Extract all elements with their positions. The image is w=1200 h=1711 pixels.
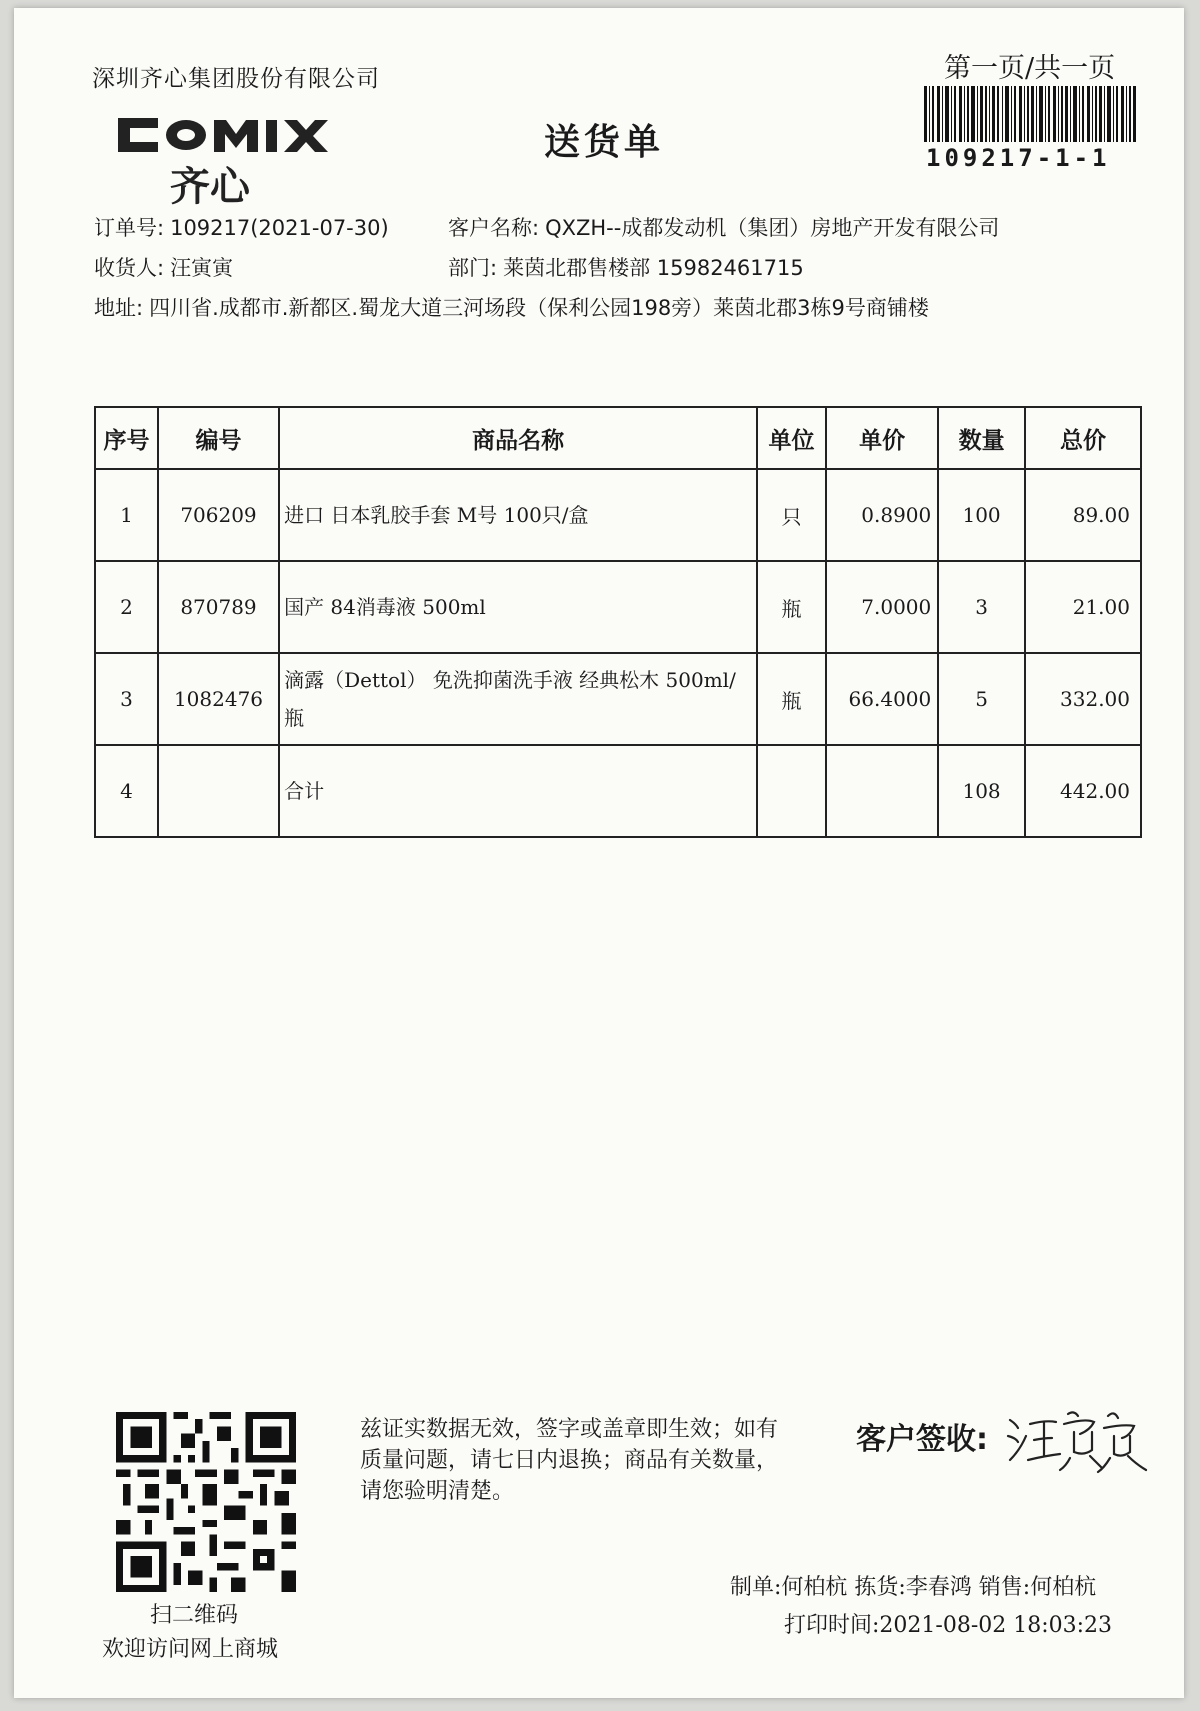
page-indicator: 第一页/共一页 (944, 53, 1116, 84)
cell-total: 21.00 (1025, 561, 1141, 653)
cell-code (158, 745, 279, 837)
header-quantity: 数量 (938, 407, 1025, 469)
barcode-image (924, 86, 1136, 142)
header-code: 编号 (158, 407, 279, 469)
cell-unit-price (826, 745, 938, 837)
cell-quantity: 108 (938, 745, 1025, 837)
barcode-number: 109217-1-1 (926, 144, 1111, 172)
customer-label: 客户名称: (448, 216, 540, 240)
address-field (94, 292, 929, 322)
customer-signature-label: 客户签收: (856, 1422, 988, 1457)
document-title: 送货单 (544, 122, 665, 163)
cell-unit-price: 66.4000 (826, 653, 938, 745)
order-number-value: 109217(2021-07-30) (170, 216, 389, 240)
cell-unit: 只 (757, 469, 826, 561)
qr-code-image[interactable] (116, 1412, 296, 1592)
receiver-field (94, 252, 233, 282)
department-field (448, 252, 804, 282)
cell-quantity: 5 (938, 653, 1025, 745)
cell-unit: 瓶 (757, 653, 826, 745)
cell-code: 706209 (158, 469, 279, 561)
cell-unit (757, 745, 826, 837)
cell-code: 870789 (158, 561, 279, 653)
cell-product-name: 进口 日本乳胶手套 M号 100只/盒 (279, 469, 757, 561)
validity-notice: 兹证实数据无效，签字或盖章即生效；如有质量问题，请七日内退换；商品有关数量，请您验明清楚。 (360, 1417, 779, 1504)
table-row (95, 653, 1141, 745)
header-unit: 单位 (757, 407, 826, 469)
header-product-name: 商品名称 (279, 407, 757, 469)
customer-value: QXZH--成都发动机（集团）房地产开发有限公司 (545, 216, 1000, 240)
department-label: 部门: (448, 256, 498, 280)
customer-signature (1004, 1398, 1154, 1478)
cell-unit-price: 7.0000 (826, 561, 938, 653)
address-value: 四川省.成都市.新都区.蜀龙大道三河场段（保利公园198旁）莱茵北郡3栋9号商铺楼 (149, 296, 929, 320)
header-seq: 序号 (95, 407, 158, 469)
cell-seq: 2 (95, 561, 158, 653)
company-name: 深圳齐心集团股份有限公司 (92, 66, 380, 92)
cell-code: 1082476 (158, 653, 279, 745)
table-row (95, 561, 1141, 653)
cell-total: 442.00 (1025, 745, 1141, 837)
receiver-value: 汪寅寅 (170, 256, 234, 280)
cell-seq: 1 (95, 469, 158, 561)
cell-unit: 瓶 (757, 561, 826, 653)
delivery-note-paper (14, 8, 1184, 1698)
items-table (94, 406, 1142, 838)
qr-caption-welcome: 欢迎访问网上商城 (102, 1637, 279, 1662)
print-time: 打印时间:2021-08-02 18:03:23 (784, 1613, 1113, 1638)
cell-seq: 3 (95, 653, 158, 745)
department-value: 莱茵北郡售楼部 15982461715 (503, 256, 804, 280)
staff-line: 制单:何柏杭 拣货:李春鸿 销售:何柏杭 (730, 1575, 1097, 1600)
comix-logo (114, 112, 344, 208)
order-number-label: 订单号: (94, 216, 165, 240)
cell-product-name: 滴露（Dettol） 免洗抑菌洗手液 经典松木 500ml/瓶 (279, 653, 757, 745)
cell-quantity: 100 (938, 469, 1025, 561)
header-total: 总价 (1025, 407, 1141, 469)
cell-product-name: 合计 (279, 745, 757, 837)
order-number-field (94, 212, 389, 242)
cell-quantity: 3 (938, 561, 1025, 653)
cell-seq: 4 (95, 745, 158, 837)
header-unit-price: 单价 (826, 407, 938, 469)
table-row-summary (95, 745, 1141, 837)
cell-total: 89.00 (1025, 469, 1141, 561)
address-label: 地址: (94, 296, 144, 320)
qr-caption-scan: 扫二维码 (150, 1603, 239, 1628)
cell-unit-price: 0.8900 (826, 469, 938, 561)
logo-cn-text: 齐心 (170, 164, 250, 208)
table-row (95, 469, 1141, 561)
customer-field (448, 212, 999, 242)
cell-total: 332.00 (1025, 653, 1141, 745)
receiver-label: 收货人: (94, 256, 165, 280)
cell-product-name: 国产 84消毒液 500ml (279, 561, 757, 653)
table-header-row (95, 407, 1141, 469)
